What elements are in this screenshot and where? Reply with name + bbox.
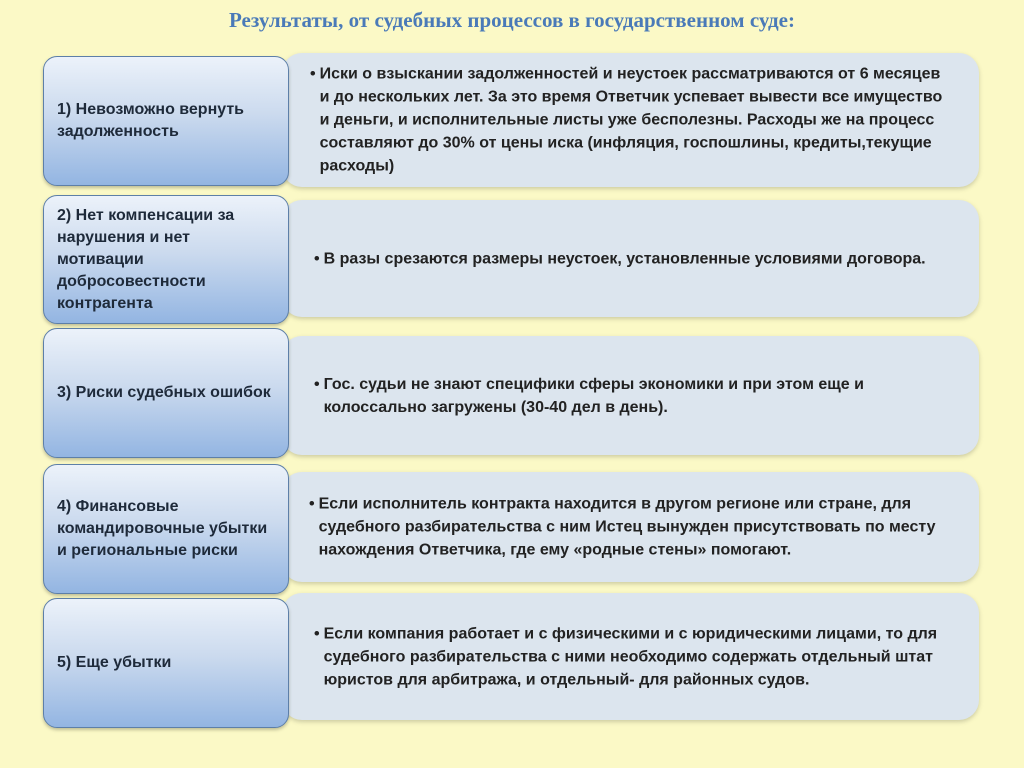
bullet-icon: • [314,250,320,267]
reason-label-box-3 [43,328,289,458]
description-box-2 [282,200,979,317]
description-text-5: Если компания работает и с физическими и с юридическими лицами, то для судебного разбирательства с ними необходимо содержать отдельный штат юристов для арбитража, и отдельный- для районных судов. [323,625,938,688]
page-title: Результаты, от судебных процессов в государственном суде: [229,8,795,32]
reason-label-3: 3) Риски судебных ошибок [57,384,271,401]
bullet-icon: • [314,375,320,393]
reason-label-box-2 [43,195,289,324]
reason-label-box-5 [43,598,289,728]
reason-label-box-1 [43,56,289,186]
description-text-3: Гос. судьи не знают специфики сферы экономики и при этом еще и колоссально загружены (30-40 дел в день). [323,375,864,416]
reason-label-1: 1) Невозможно вернуть задолженность [57,101,245,140]
description-text-2: В разы срезаются размеры неустоек, установленные условиями договора. [323,250,926,267]
description-box-5 [282,593,979,720]
bullet-icon: • [310,65,316,83]
reason-label-2: 2) Нет компенсации за нарушения и нет мотивации добросовестности контрагента [57,206,235,312]
description-text-4: Если исполнитель контракта находится в другом регионе или стране, для судебного разбирательства с ним Истец вынужден присутствовать по месту нахождения Ответчика, где ему «родные стены» помогают. [318,495,936,559]
reason-label-4: 4) Финансовые командировочные убытки и региональные риски [57,498,268,559]
description-box-1 [282,53,979,187]
bullet-icon: • [309,495,315,513]
description-box-4 [282,472,979,582]
bullet-icon: • [314,625,320,642]
reason-label-5: 5) Еще убытки [57,654,172,671]
description-box-3 [282,336,979,455]
reason-label-box-4 [43,464,289,594]
description-text-1: Иски о взыскании задолженностей и неустоек рассматриваются от 6 месяцев и до нескольких лет. За это время Ответчик успевает вывести все имущество и деньги, и исполнительные листы уже бесполезны. Расходы же на процесс составляют до 30% от цены иска (инфляция, госпошлины, кредиты,текущие расходы) [319,65,943,175]
